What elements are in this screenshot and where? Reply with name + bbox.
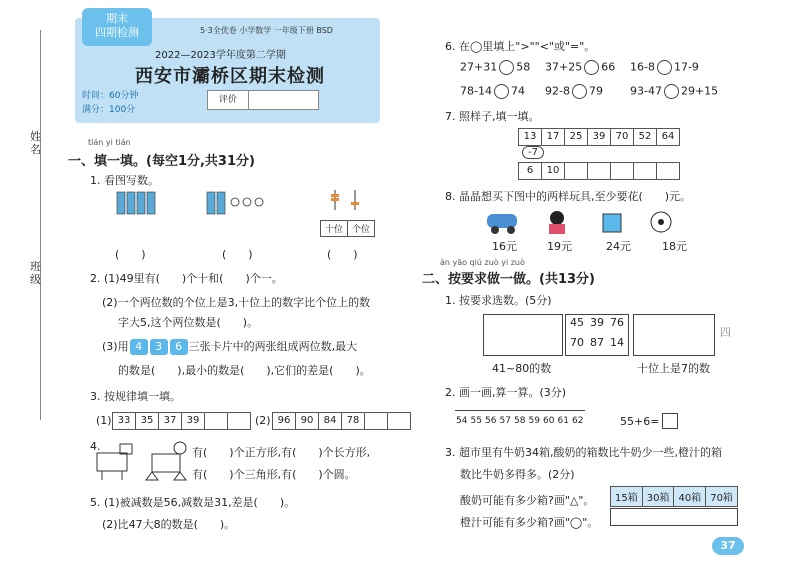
q5b-text: (2)比47大8的数是( )。 bbox=[102, 518, 236, 531]
equation-text: 55+6= bbox=[620, 415, 660, 428]
tens-seven-answer-box[interactable] bbox=[633, 314, 715, 356]
page-title: 西安市灞桥区期末检测 bbox=[135, 66, 325, 87]
toys-picture bbox=[485, 208, 685, 236]
q2b2-text: 字大5,这个两位数是( )。 bbox=[118, 316, 259, 329]
sec1-title: 一、填一填。(每空1分,共31分) bbox=[68, 154, 255, 169]
seq2-blank[interactable] bbox=[388, 413, 410, 429]
blank-3[interactable]: ( ) bbox=[327, 248, 358, 261]
q3-text: 3. 按规律填一填。 bbox=[90, 390, 181, 403]
digit-card-4: 4 bbox=[130, 339, 148, 355]
choice-mark-row[interactable] bbox=[610, 508, 738, 526]
pool-number: 45 bbox=[570, 316, 584, 329]
compare-2: 37+25 66 bbox=[545, 60, 616, 74]
eval-label: 评价 bbox=[208, 91, 249, 109]
q4a-text: 有( )个正方形,有( )个长方形, bbox=[192, 446, 371, 459]
series-label: 5·3全优卷 小学数学 一年级下册 BSD bbox=[200, 26, 333, 35]
seq2-cell: 84 bbox=[319, 413, 342, 429]
q10-text: 2. 画一画,算一算。(3分) bbox=[445, 386, 567, 399]
compare-circle[interactable] bbox=[572, 84, 587, 99]
q2a-text: 2. (1)49里有( )个十和( )个一。 bbox=[90, 272, 283, 285]
price-doll: 19元 bbox=[547, 240, 572, 253]
seq2-blank[interactable] bbox=[365, 413, 388, 429]
seq2-cell: 90 bbox=[296, 413, 319, 429]
compare-circle[interactable] bbox=[584, 60, 599, 75]
margin-side-char: 四 bbox=[720, 326, 731, 339]
shape-animals-picture bbox=[92, 438, 192, 483]
sec1-pinyin: tián yi tián bbox=[88, 138, 131, 147]
sequence-2 bbox=[272, 412, 411, 430]
q11a-text: 3. 超市里有牛奶34箱,酸奶的箱数比牛奶少一些,橙汁的箱 bbox=[445, 446, 722, 459]
q5a-text: 5. (1)被减数是56,减数是31,差是( )。 bbox=[90, 496, 296, 509]
q7-row-2: 6 10 bbox=[518, 162, 680, 180]
blank-1[interactable]: ( ) bbox=[115, 248, 146, 261]
q11c-text: 酸奶可能有多少箱?画"△"。 bbox=[460, 494, 595, 507]
left-box-caption: 41~80的数 bbox=[492, 362, 552, 375]
compare-circle[interactable] bbox=[494, 84, 509, 99]
place-value-table bbox=[320, 220, 375, 237]
price-ball: 18元 bbox=[662, 240, 687, 253]
time-info: 时间：60分钟 bbox=[82, 91, 139, 101]
equation-answer-box[interactable] bbox=[662, 413, 678, 429]
compare-6: 93-47 29+15 bbox=[630, 84, 719, 98]
margin-line bbox=[40, 30, 41, 420]
sec2-pinyin: àn yāo qiú zuò yi zuò bbox=[440, 258, 525, 267]
compare-4: 78-14 74 bbox=[460, 84, 525, 98]
seq1-cell: 39 bbox=[182, 413, 205, 429]
price-cube: 24元 bbox=[606, 240, 631, 253]
q11d-text: 橙汁可能有多少箱?画"◯"。 bbox=[460, 516, 599, 529]
ones-label: 个位 bbox=[352, 225, 371, 235]
q2c-text bbox=[102, 338, 357, 355]
cans-picture bbox=[205, 190, 265, 218]
q4b-text: 有( )个三角形,有( )个圆。 bbox=[192, 468, 356, 481]
minus-seven-operator: -7 bbox=[522, 146, 544, 159]
price-car: 16元 bbox=[492, 240, 517, 253]
sec2-title: 二、按要求做一做。(共13分) bbox=[422, 272, 595, 287]
compare-circle[interactable] bbox=[657, 60, 672, 75]
q6-text: 6. 在◯里填上">""<"或"="。 bbox=[445, 40, 596, 53]
seq1-label: (1) bbox=[96, 414, 112, 427]
sticks-picture bbox=[115, 190, 160, 218]
q2c2-text: 的数是( ),最小的数是( ),它们的差是( )。 bbox=[118, 364, 371, 377]
pool-number: 70 bbox=[570, 336, 584, 349]
pool-number: 14 bbox=[610, 336, 624, 349]
q7-text: 7. 照样子,填一填。 bbox=[445, 110, 540, 123]
q4-number: 4. bbox=[90, 440, 101, 453]
q1-text: 1. 看图写数。 bbox=[90, 174, 159, 187]
seq1-cell: 33 bbox=[113, 413, 136, 429]
abacus-picture bbox=[320, 190, 370, 210]
q2b-text: (2)一个两位数的个位上是3,十位上的数字比个位上的数 bbox=[102, 296, 371, 309]
number-line-labels: 54 55 56 57 58 59 60 61 62 bbox=[456, 416, 584, 426]
seq1-blank[interactable] bbox=[205, 413, 228, 429]
q9-text: 1. 按要求选数。(5分) bbox=[445, 294, 552, 307]
seq2-cell: 96 bbox=[273, 413, 296, 429]
sequence-1 bbox=[112, 412, 251, 430]
compare-circle[interactable] bbox=[664, 84, 679, 99]
evaluation-box bbox=[207, 90, 319, 110]
compare-circle[interactable] bbox=[499, 60, 514, 75]
seq2-label: (2) bbox=[255, 414, 271, 427]
seq1-blank[interactable] bbox=[228, 413, 250, 429]
q2c-post: 三张卡片中的两张组成两位数,最大 bbox=[188, 340, 358, 353]
q11b-text: 数比牛奶多得多。(2分) bbox=[460, 468, 575, 481]
compare-3: 16-8 17-9 bbox=[630, 60, 699, 74]
seq1-cell: 37 bbox=[159, 413, 182, 429]
compare-5: 92-8 79 bbox=[545, 84, 603, 98]
exam-banner: 期末 四期检测 bbox=[82, 8, 152, 46]
q8-text: 8. 晶晶想买下图中的两样玩具,至少要花( )元。 bbox=[445, 190, 692, 203]
digit-card-6: 6 bbox=[170, 339, 188, 355]
q2c-pre: (3)用 bbox=[102, 340, 129, 353]
class-label: 班级 bbox=[30, 260, 41, 286]
digit-card-3: 3 bbox=[150, 339, 168, 355]
choice-table bbox=[610, 486, 738, 507]
tens-label: 十位 bbox=[321, 221, 348, 236]
choice-cell: 30箱 bbox=[643, 487, 675, 506]
choice-cell: 70箱 bbox=[706, 487, 737, 506]
seq1-cell: 35 bbox=[136, 413, 159, 429]
seq2-cell: 78 bbox=[342, 413, 365, 429]
pool-number: 76 bbox=[610, 316, 624, 329]
compare-1: 27+31 58 bbox=[460, 60, 531, 74]
range-answer-box[interactable] bbox=[483, 314, 563, 356]
term-subtitle: 2022—2023学年度第二学期 bbox=[155, 50, 286, 61]
pool-number: 87 bbox=[590, 336, 604, 349]
name-label: 姓名 bbox=[30, 130, 41, 156]
right-box-caption: 十位上是7的数 bbox=[637, 362, 710, 375]
q7-row-1: 13 17 25 39 70 52 64 bbox=[518, 128, 680, 146]
number-line bbox=[455, 410, 585, 411]
pool-number: 39 bbox=[590, 316, 604, 329]
choice-cell: 40箱 bbox=[674, 487, 706, 506]
score-info: 满分：100分 bbox=[82, 105, 136, 115]
page-number: 37 bbox=[712, 537, 744, 555]
blank-2[interactable]: ( ) bbox=[222, 248, 253, 261]
choice-cell: 15箱 bbox=[611, 487, 643, 506]
